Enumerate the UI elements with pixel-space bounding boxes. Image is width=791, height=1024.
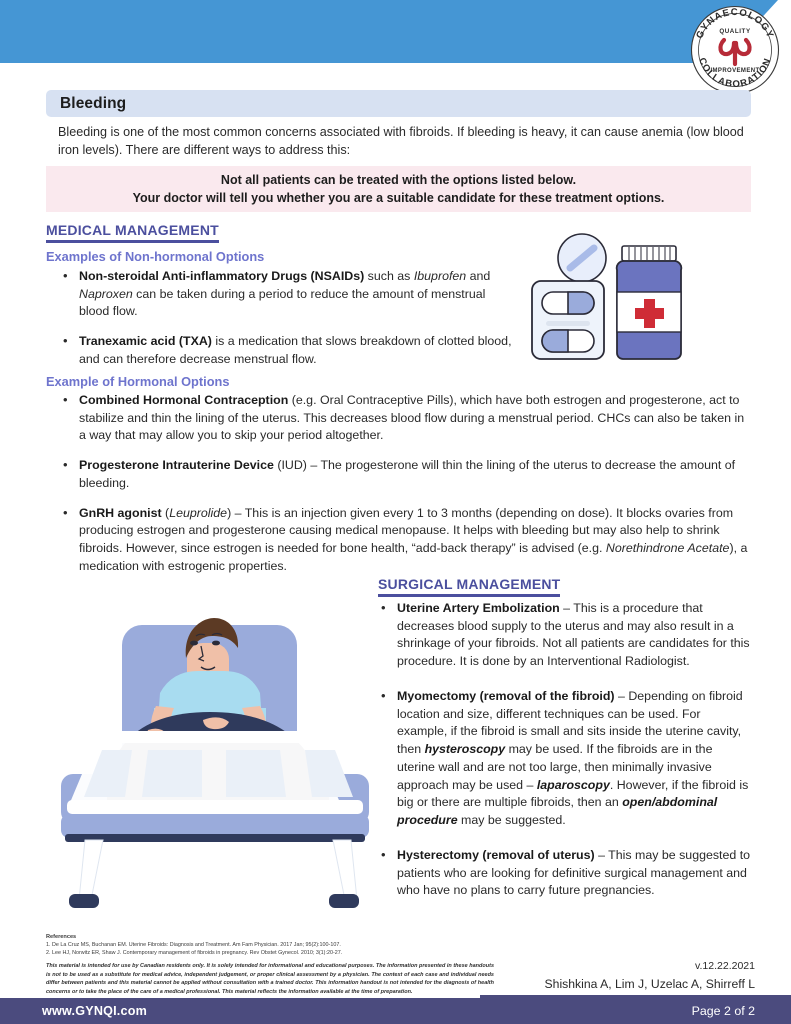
nonhormonal-options-list (60, 268, 515, 381)
svg-text:COLLABORATION: COLLABORATION (696, 56, 774, 91)
list-item: • Hysterectomy (removal of uterus) – This may be suggested to patients who are looking for definitive surgical management and who have no plans to carry future pregnancies. (378, 847, 752, 900)
list-item: • Uterine Artery Embolization – This is a procedure that decreases blood supply to the uterus and may also result in a shrinkage of your fibroids. Not all patients are candidates for this procedure. It is done by an Interventional Radiologist. (378, 600, 752, 671)
patient-in-hospital-bed-illustration (55, 588, 375, 918)
page-number: Page 2 of 2 (691, 1004, 755, 1018)
hormonal-subheading: Example of Hormonal Options (46, 374, 230, 389)
svg-text:IMPROVEMENT: IMPROVEMENT (710, 68, 760, 74)
list-item: • Non-steroidal Anti-inflammatory Drugs (NSAIDs) such as Ibuprofen and Naproxen can be taken during a period to reduce the amount of menstrual blood flow. (60, 268, 515, 321)
footer-bar (0, 998, 791, 1024)
gynqi-logo (687, 2, 783, 98)
notice-line-1: Not all patients can be treated with the options listed below. (220, 172, 577, 187)
nonhormonal-subheading: Examples of Non-hormonal Options (46, 249, 265, 264)
svg-text:GYNAECOLOGY: GYNAECOLOGY (694, 6, 776, 41)
medical-management-heading: MEDICAL MANAGEMENT (46, 222, 219, 245)
list-item: • Tranexamic acid (TXA) is a medication that slows breakdown of clotted blood, and can therefore decrease menstrual flow. (60, 333, 515, 368)
page-title: Bleeding (60, 94, 127, 112)
surgical-management-heading: SURGICAL MANAGEMENT (378, 576, 560, 599)
surgical-options-list (378, 600, 752, 917)
header-banner (0, 0, 720, 63)
notice-line-2: Your doctor will tell you whether you are a suitable candidate for these treatment options. (132, 191, 665, 205)
website-link[interactable]: www.GYNQI.com (42, 1004, 147, 1018)
list-item: • Myomectomy (removal of the fibroid) – Depending on fibroid location and size, different techniques can be used. For example, if the fibroid is small and sits inside the uterine cavity, then hysteroscopy may be used. If the fibroids are in the uterine wall and are not too large, then minimally invasive approach may be used – laparoscopy. However, if the fibroid is big or there are multiple fibroids, then an open/abdominal procedure may be suggested. (378, 688, 752, 830)
disclaimer-text: This material is intended for use by Canadian residents only. It is solely intended for informational and educational purposes. The information presented in these handouts is not to be used as a substitute for medical advice, independent judgement, or proper clinical assessment by a physician. The context of each case and individual needs differ between patients and this material cannot be applied without consultation with a trained doctor. This information handout is not intended for the diagnosis of health concerns or to take the place of the care of a medical professional. This material reflects the information available at the time of preparation. (46, 963, 494, 996)
svg-text:QUALITY: QUALITY (719, 28, 751, 35)
medication-illustration (525, 228, 715, 368)
version-label: v.12.22.2021 (695, 960, 755, 972)
intro-paragraph: Bleeding is one of the most common concerns associated with fibroids. If bleeding is heavy, it can cause anemia (low blood iron levels). There are different ways to address this: (58, 125, 744, 157)
references-block (46, 933, 476, 957)
list-item: • Combined Hormonal Contraception (e.g. Oral Contraceptive Pills), which have both estrogen and progesterone, act to stabilize and thin the lining of the uterus. This decreases blood flow during a menstrual period. CHCs can also be taken in a way that may allow you to skip your period altogether. (60, 392, 752, 445)
references-heading: References (46, 934, 77, 940)
reference-item: 2. Lee HJ, Norwitz ER, Shaw J. Contemporary management of fibroids in pregnancy. Rev Obstet Gynecol. 2010; 3(1):20-27. (46, 950, 343, 957)
notice-box (46, 166, 751, 212)
heading-underline (378, 594, 560, 597)
authors-label: Shishkina A, Lim J, Uzelac A, Shirreff L (544, 977, 755, 991)
heading-underline (46, 240, 219, 243)
section-title-bar (46, 90, 751, 117)
list-item: • Progesterone Intrauterine Device (IUD) – The progesterone will thin the lining of the uterus to decrease the amount of bleeding. (60, 457, 752, 492)
list-item: • GnRH agonist (Leuprolide) – This is an injection given every 1 to 3 months (depending on dose). It blocks ovaries from producing estrogen and progesterone causing medical menopause. It helps with bleeding but may also help to shrink fibroids. However, since estrogen is needed for bone health, “add-back therapy” is advised (e.g. Norethindrone Acetate), a medication with estrogenic properties. (60, 505, 752, 576)
reference-item: 1. De La Cruz MS, Buchanan EM. Uterine Fibroids: Diagnosis and Treatment. Am Fam Physician. 2017 Jan; 95(2):100-107. (46, 942, 341, 949)
hormonal-options-list (60, 392, 752, 588)
